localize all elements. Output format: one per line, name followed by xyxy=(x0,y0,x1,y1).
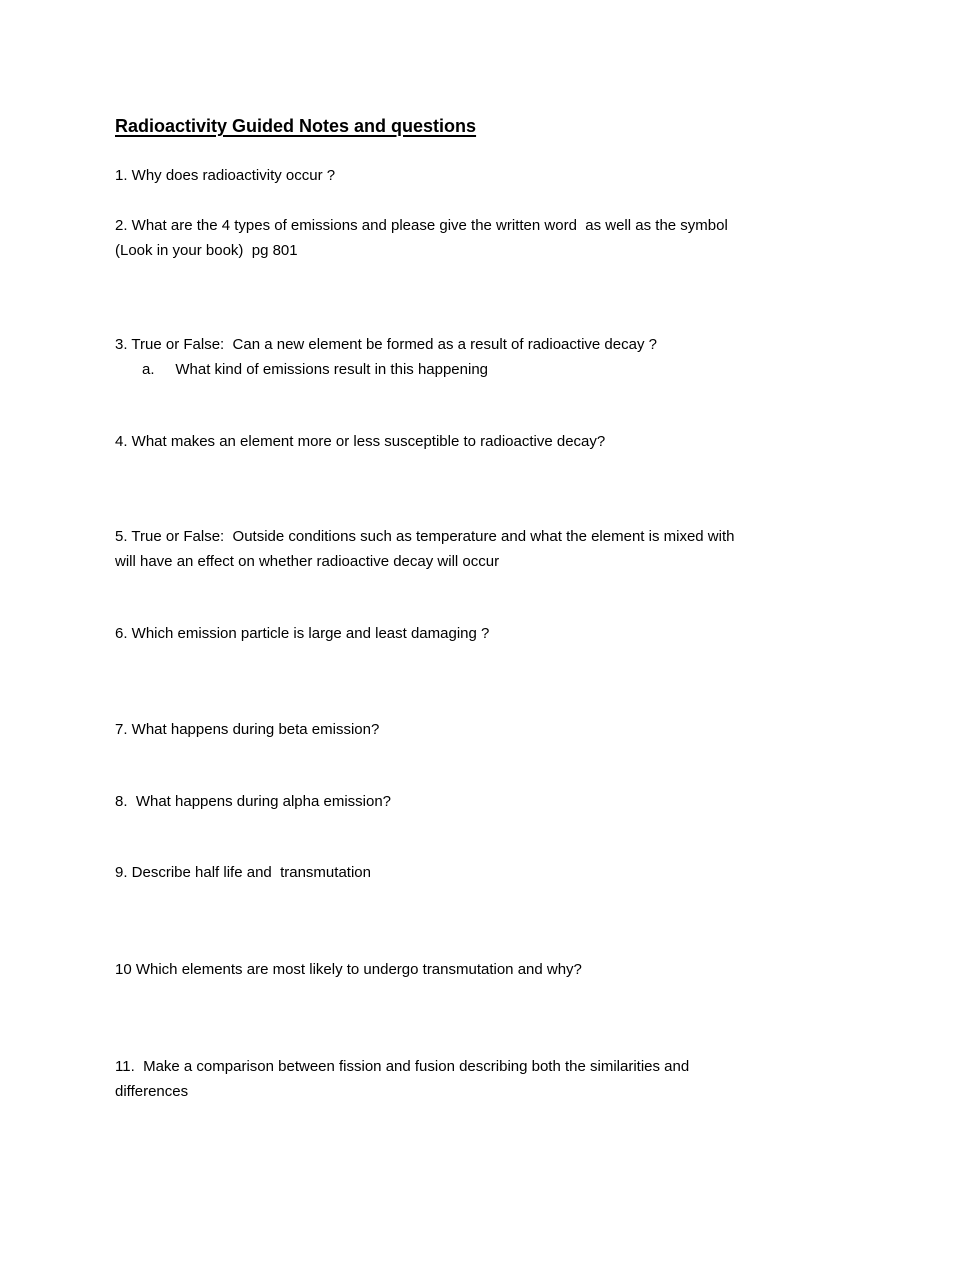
question-text: 9. Describe half life and transmutation xyxy=(115,864,371,881)
question-text: 5. True or False: Outside conditions such as temperature and what the element is mixed with xyxy=(115,528,735,545)
question-11 xyxy=(115,1054,689,1104)
question-text: 10 Which elements are most likely to undergo transmutation and why? xyxy=(115,961,582,978)
question-text: 1. Why does radioactivity occur ? xyxy=(115,167,336,184)
question-text: 3. True or False: Can a new element be formed as a result of radioactive decay ? xyxy=(115,336,657,353)
question-text: (Look in your book) pg 801 xyxy=(115,242,298,259)
question-1 xyxy=(115,163,335,188)
question-text: 7. What happens during beta emission? xyxy=(115,721,380,738)
question-text: 4. What makes an element more or less susceptible to radioactive decay? xyxy=(115,433,606,450)
question-2 xyxy=(115,213,728,263)
question-5 xyxy=(115,524,734,574)
document-title: Radioactivity Guided Notes and questions xyxy=(115,116,477,136)
question-10 xyxy=(115,957,582,982)
question-3 xyxy=(115,332,657,382)
question-4 xyxy=(115,429,605,454)
question-8 xyxy=(115,789,391,814)
question-7 xyxy=(115,717,379,742)
question-9 xyxy=(115,860,371,885)
question-text: 11. Make a comparison between fission and fusion describing both the similarities and xyxy=(115,1058,690,1075)
question-text: differences xyxy=(115,1083,189,1100)
question-text: will have an effect on whether radioactive decay will occur xyxy=(115,553,500,570)
question-text: 6. Which emission particle is large and least damaging ? xyxy=(115,625,490,642)
question-text: 2. What are the 4 types of emissions and please give the written word as well as the symbol xyxy=(115,217,728,234)
question-text: 8. What happens during alpha emission? xyxy=(115,793,392,810)
question-6 xyxy=(115,621,489,646)
question-sub-item: a. What kind of emissions result in this happening xyxy=(142,361,489,378)
